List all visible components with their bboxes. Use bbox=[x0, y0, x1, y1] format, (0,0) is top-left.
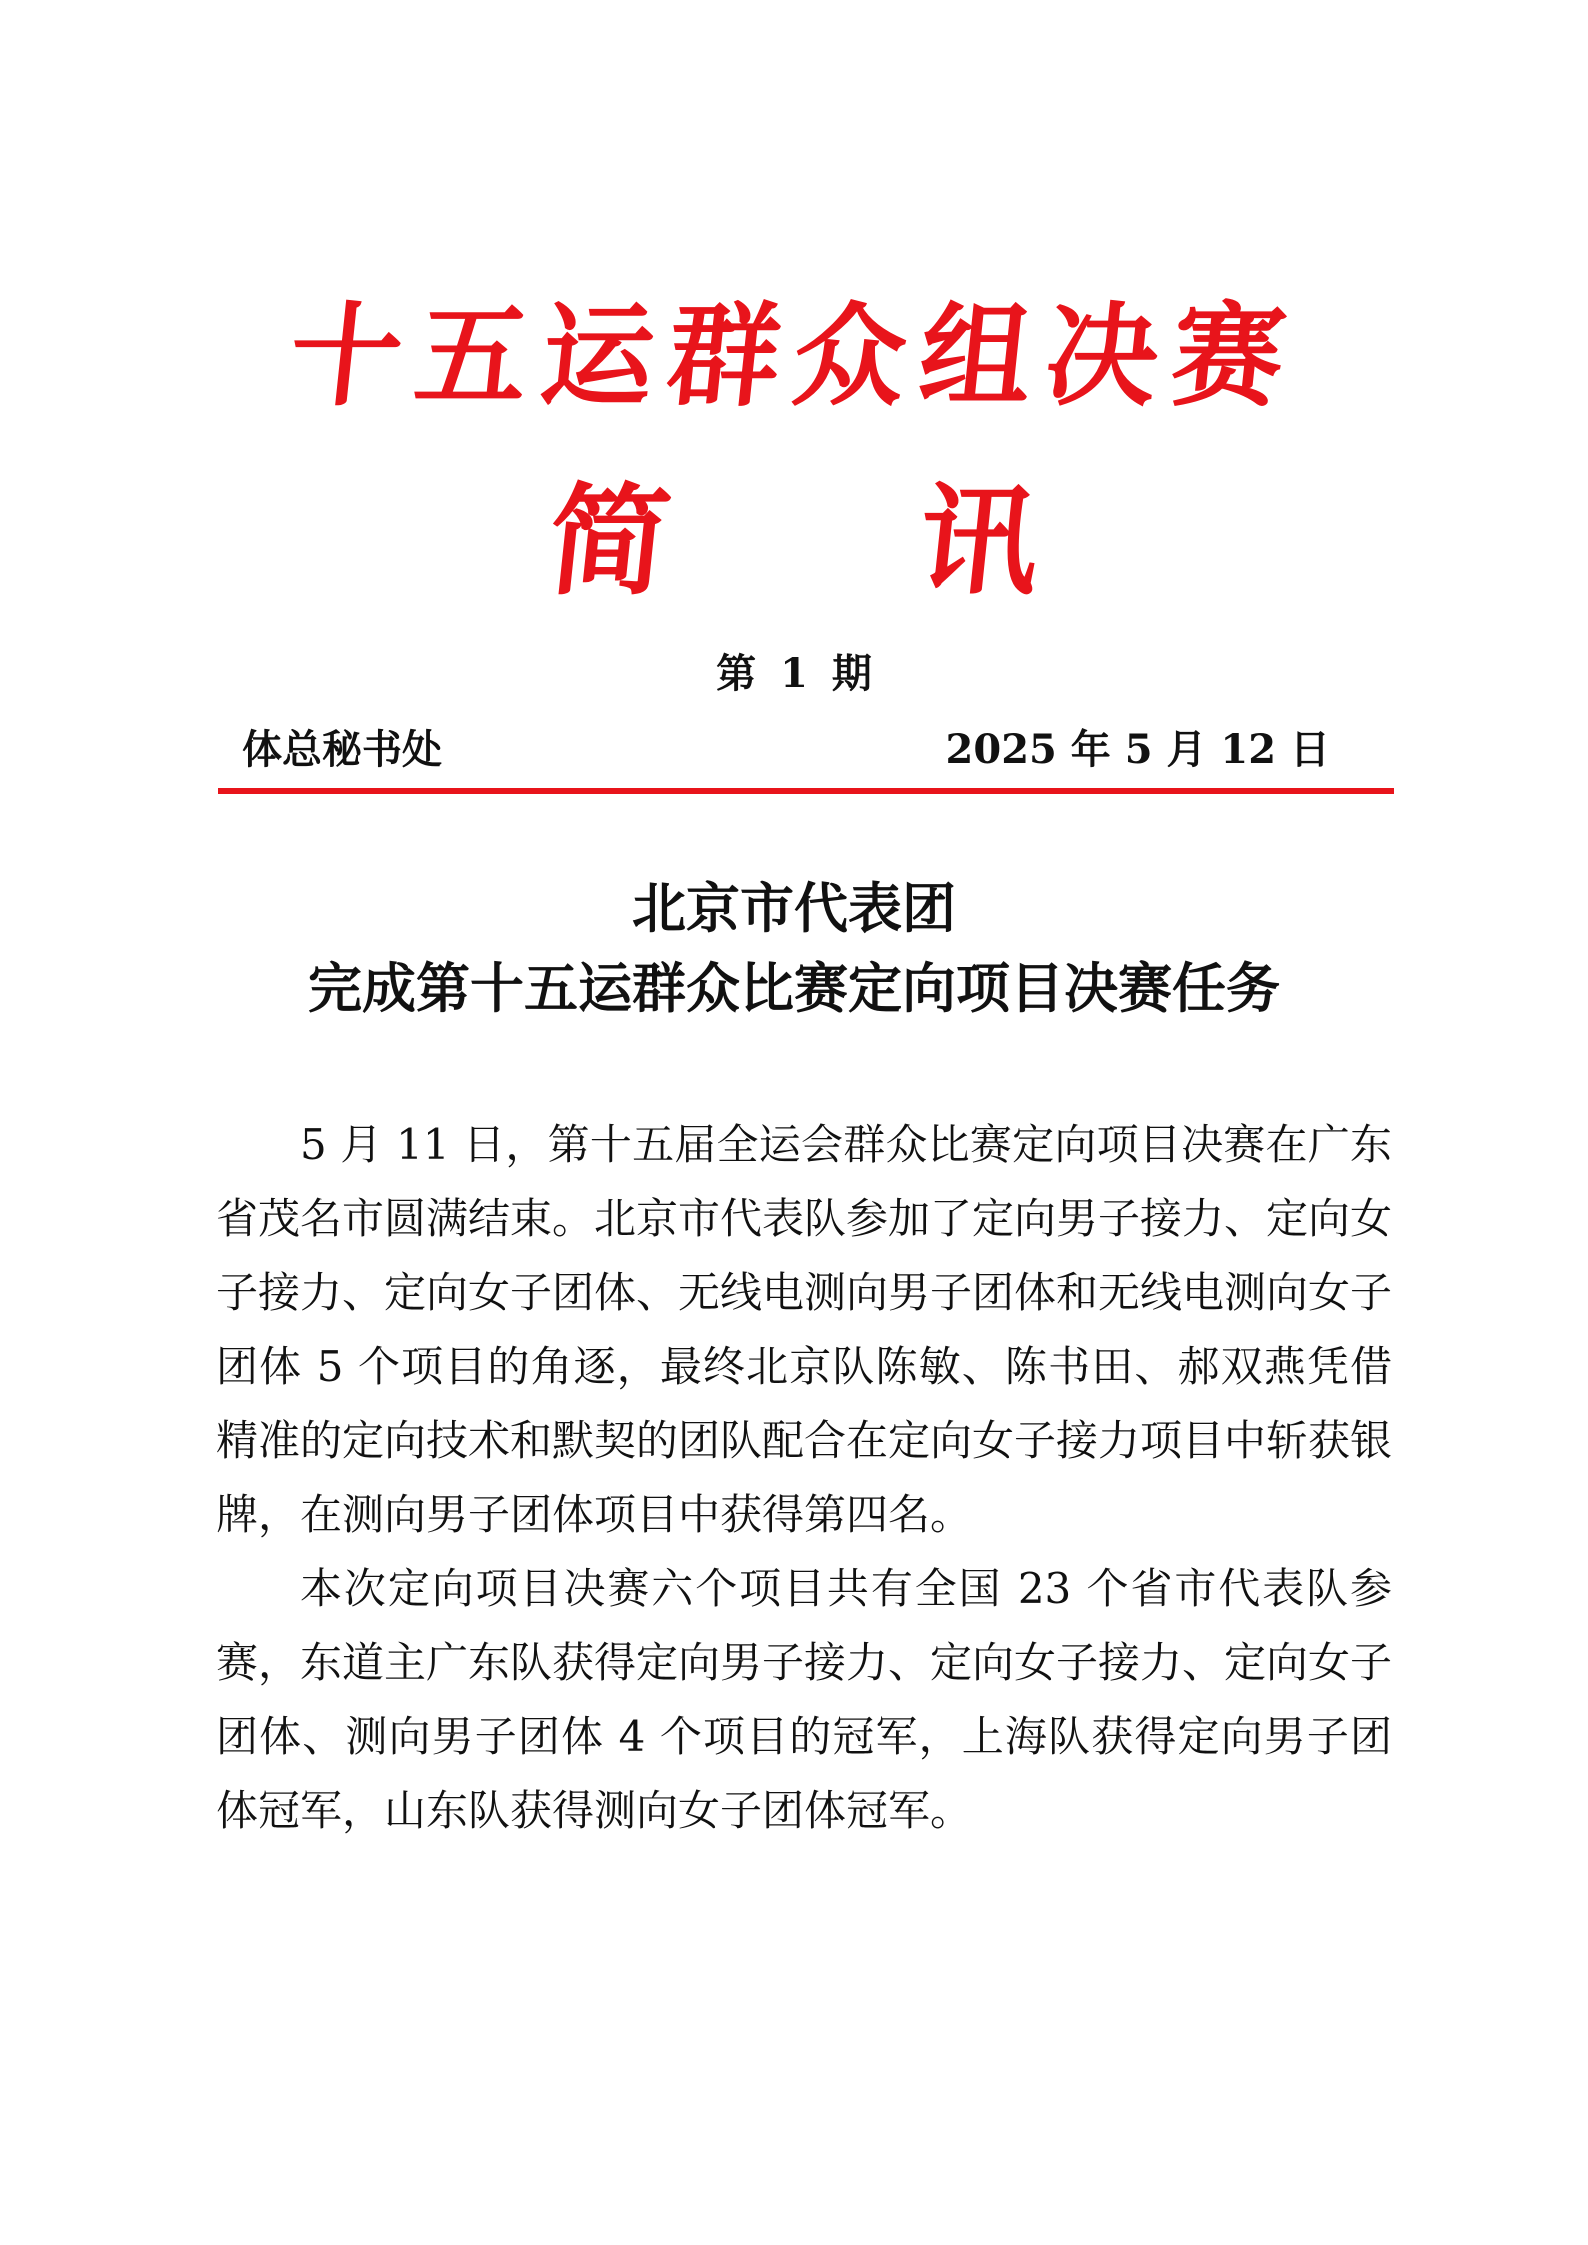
masthead-subtitle-right: 讯 bbox=[911, 471, 1047, 612]
masthead-subtitle bbox=[0, 472, 1588, 612]
body-paragraph-2: 本次定向项目决赛六个项目共有全国 23 个省市代表队参赛，东道主广东队获得定向男子接力、定向女子接力、定向女子团体、测向男子团体 4 个项目的冠军，上海队获得定向男子团体冠军，山东队获得测向女子团体冠军。 bbox=[216, 1564, 1393, 1835]
body-paragraph-1: 5 月 11 日，第十五届全运会群众比赛定向项目决赛在广东省茂名市圆满结束。北京市代表队参加了定向男子接力、定向女子接力、定向女子团体、无线电测向男子团体和无线电测向女子团体 5 个项目的角逐，最终北京队陈敏、陈书田、郝双燕凭借精准的定向技术和默契的团队配合在定向女子接力项目中斩获银牌，在测向男子团体项目中获得第四名。 bbox=[216, 1120, 1393, 1539]
issue-number: 第 1 期 bbox=[716, 650, 872, 697]
headline-line-2: 完成第十五运群众比赛定向项目决赛任务 bbox=[308, 956, 1280, 1020]
headline-line-1: 北京市代表团 bbox=[632, 876, 956, 940]
issuer: 体总秘书处 bbox=[242, 726, 442, 773]
issue-date: 2025 年 5 月 12 日 bbox=[945, 726, 1330, 773]
masthead-title: 十五运群众组决赛 bbox=[283, 291, 1305, 422]
masthead-subtitle-left: 简 bbox=[541, 471, 677, 612]
red-divider-rule bbox=[218, 788, 1394, 794]
